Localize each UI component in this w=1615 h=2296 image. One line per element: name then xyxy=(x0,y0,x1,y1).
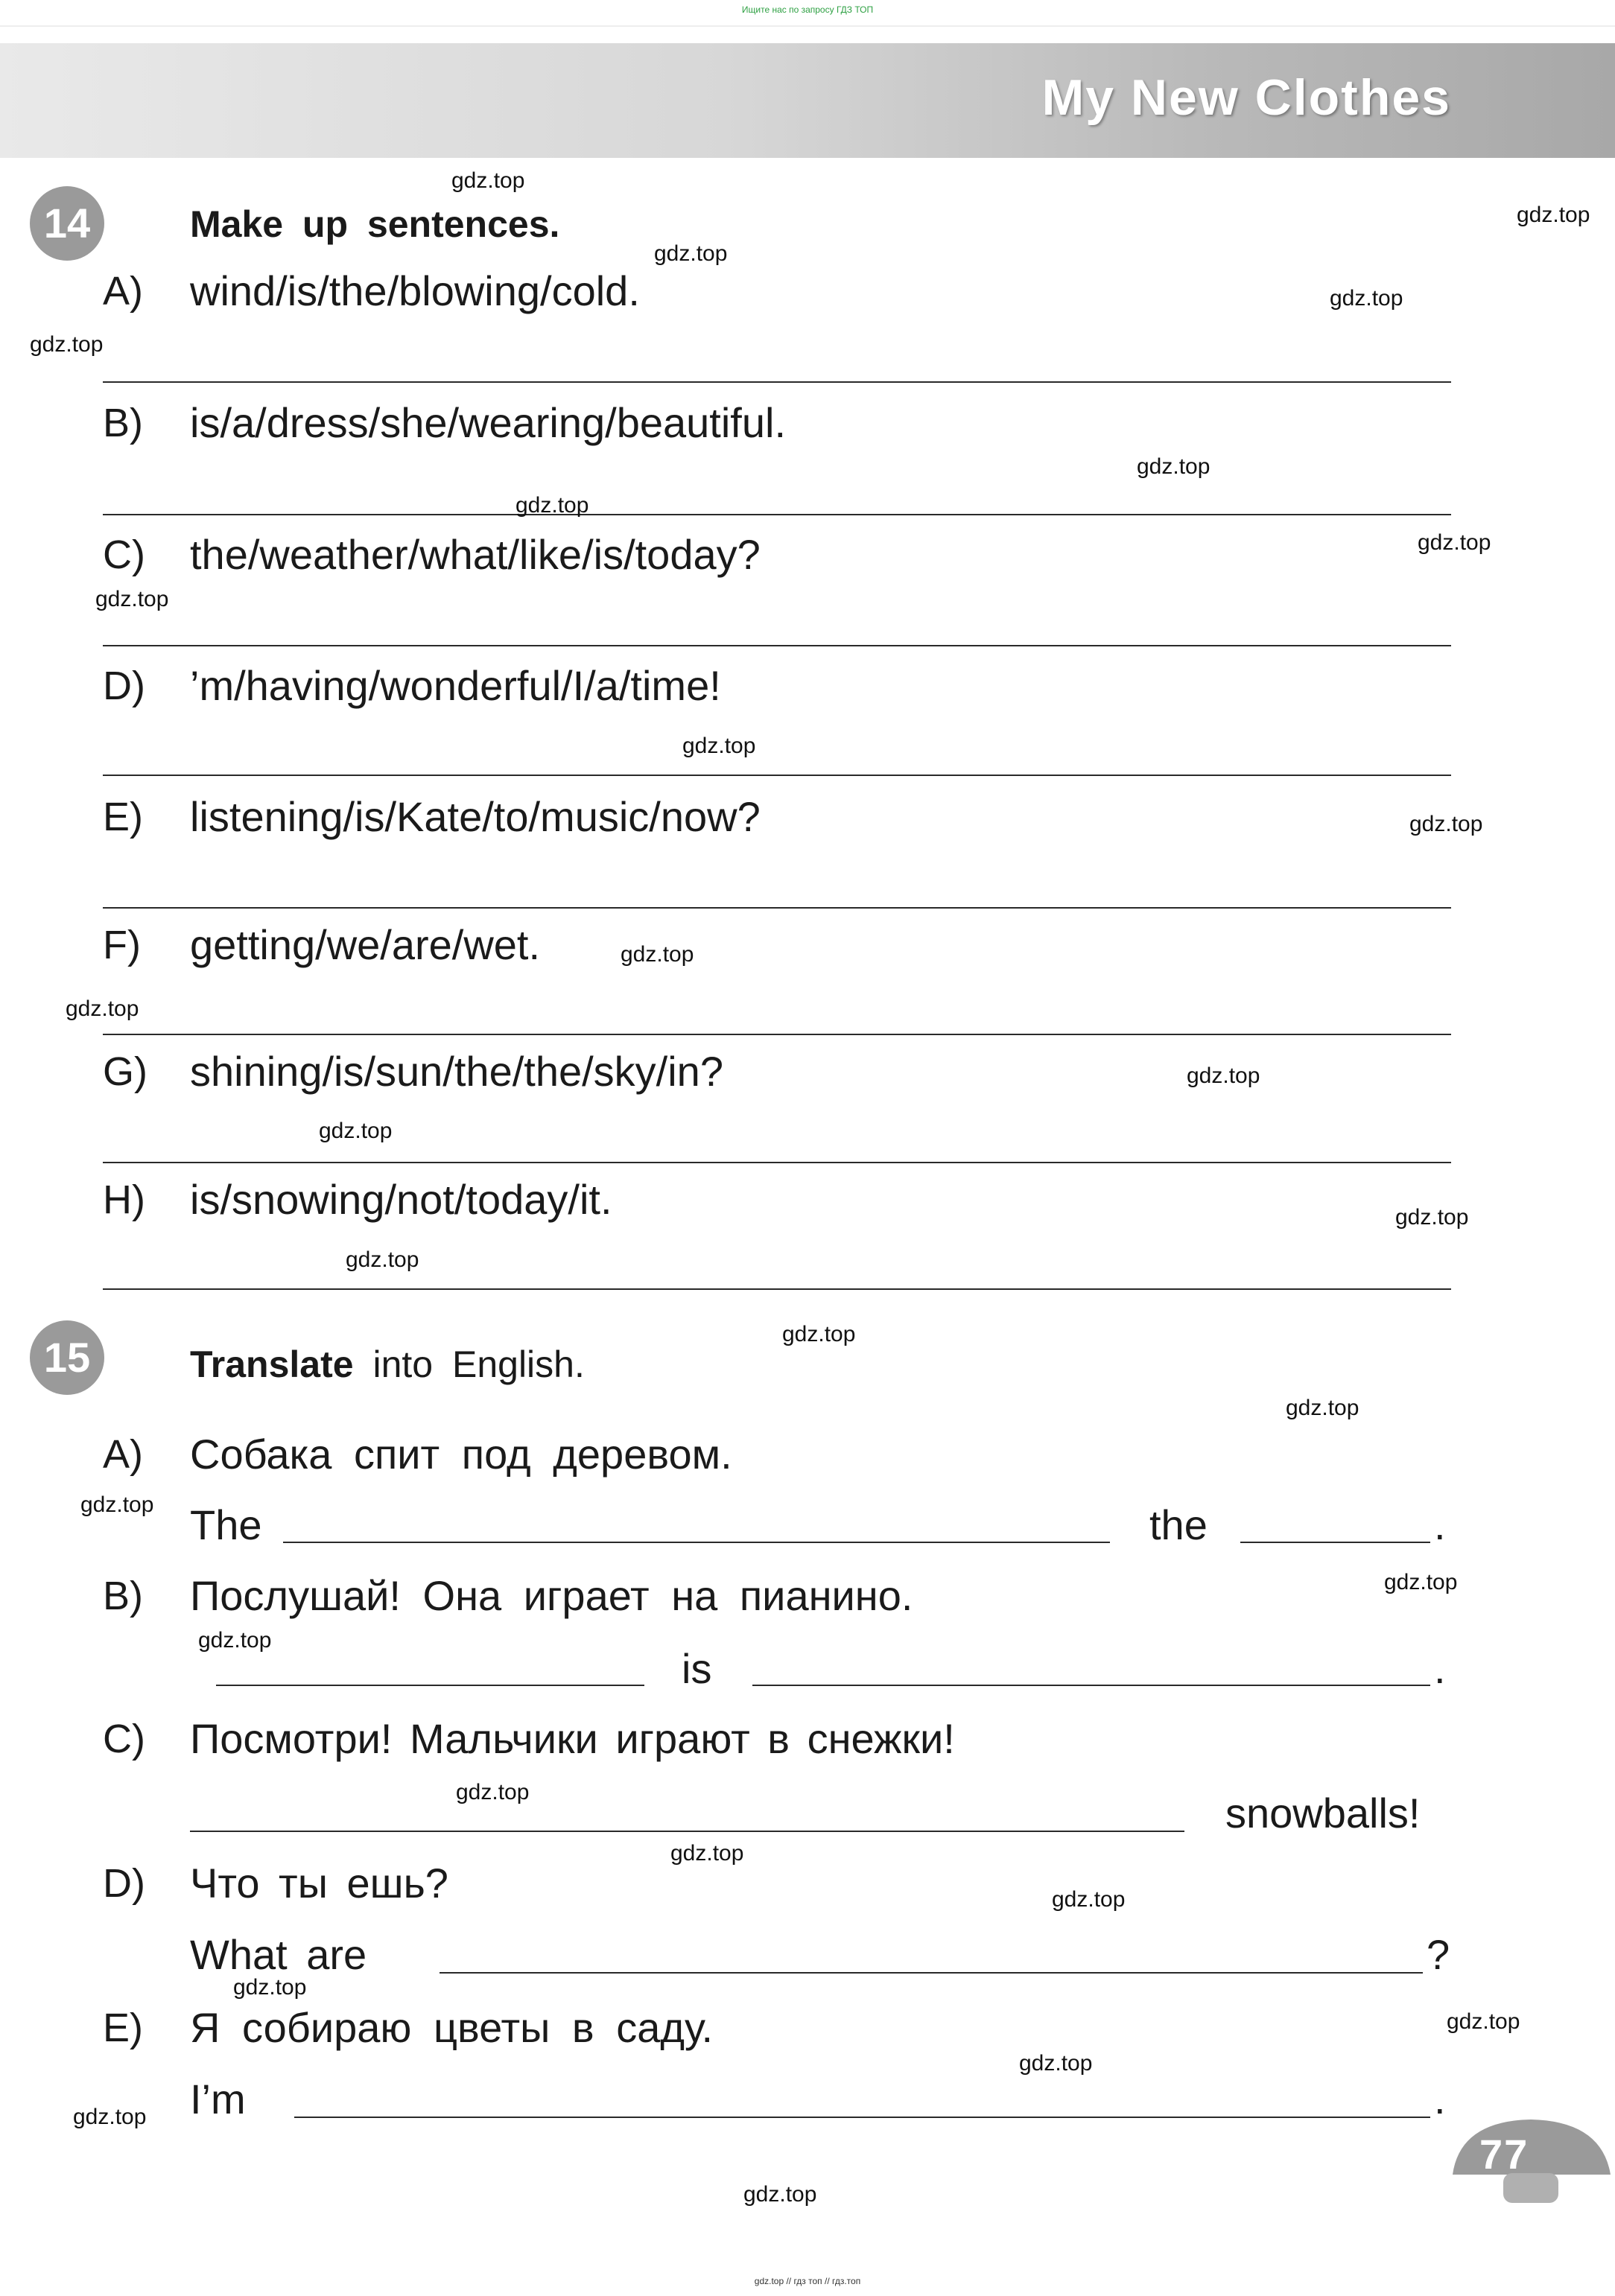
ex15-answer-b-blank-1[interactable] xyxy=(216,1685,644,1686)
ex15-answer-e-end: . xyxy=(1434,2076,1446,2122)
ex15-letter-e: E) xyxy=(103,2006,143,2050)
ex15-prompt-a: Собака спит под деревом. xyxy=(190,1431,732,1478)
ex14-prompt-e: listening/is/Kate/to/music/now? xyxy=(190,793,761,840)
ex14-letter-g: G) xyxy=(103,1049,147,1094)
watermark-text: gdz.top xyxy=(1447,2009,1520,2034)
ex14-answer-line-f[interactable] xyxy=(103,1034,1451,1035)
ex15-answer-e-start: I’m xyxy=(190,2076,246,2122)
ex15-answer-a-mid: the xyxy=(1149,1501,1208,1548)
exercise-15-title: Translate into English. xyxy=(190,1343,585,1385)
watermark-text: gdz.top xyxy=(1187,1063,1260,1088)
ex15-answer-a-start: The xyxy=(190,1501,262,1548)
ex14-prompt-c: the/weather/what/like/is/today? xyxy=(190,531,761,578)
mushroom-page-badge-icon xyxy=(1445,2115,1615,2204)
watermark-text: gdz.top xyxy=(1286,1396,1359,1420)
watermark-text: gdz.top xyxy=(1395,1205,1469,1230)
ex14-answer-line-e[interactable] xyxy=(103,907,1451,909)
ex15-answer-d-blank[interactable] xyxy=(440,1972,1423,1974)
watermark-text: gdz.top xyxy=(1019,2051,1093,2076)
watermark-text: gdz.top xyxy=(66,996,139,1021)
ex15-letter-d: D) xyxy=(103,1861,145,1906)
watermark-text: gdz.top xyxy=(95,587,169,611)
ex14-answer-line-b[interactable] xyxy=(103,514,1451,515)
ex14-prompt-h: is/snowing/not/today/it. xyxy=(190,1176,612,1223)
ex15-answer-c-end: snowballs! xyxy=(1225,1790,1421,1837)
ex14-answer-line-c[interactable] xyxy=(103,645,1451,646)
watermark-text: gdz.top xyxy=(670,1841,744,1866)
watermark-text: gdz.top xyxy=(346,1247,419,1272)
ex15-answer-c-blank[interactable] xyxy=(190,1831,1184,1832)
watermark-text: gdz.top xyxy=(30,332,104,357)
ex14-letter-a: A) xyxy=(103,269,143,314)
ex14-prompt-b: is/a/dress/she/wearing/beautiful. xyxy=(190,399,786,446)
watermark-text: gdz.top xyxy=(456,1780,530,1804)
watermark-text: gdz.top xyxy=(1517,203,1590,227)
watermark-text: gdz.top xyxy=(80,1492,154,1517)
ex15-answer-b-end: . xyxy=(1434,1645,1446,1692)
watermark-text: gdz.top xyxy=(515,493,589,518)
exercise-15-badge: 15 xyxy=(30,1320,104,1395)
ex14-answer-line-h[interactable] xyxy=(103,1288,1451,1290)
show-through-decoration xyxy=(857,246,1527,2108)
watermark-text: gdz.top xyxy=(743,2182,817,2207)
ex15-letter-a: A) xyxy=(103,1432,143,1477)
watermark-text: gdz.top xyxy=(451,168,525,193)
page-title: My New Clothes xyxy=(1041,69,1451,126)
watermark-text: gdz.top xyxy=(1137,454,1211,479)
watermark-text: gdz.top xyxy=(1418,530,1491,555)
watermark-text: gdz.top xyxy=(1384,1570,1458,1594)
top-divider xyxy=(0,25,1615,27)
ex14-answer-line-d[interactable] xyxy=(103,775,1451,776)
exercise-14-badge: 14 xyxy=(30,186,104,261)
watermark-text: gdz.top xyxy=(233,1975,307,2000)
ex14-prompt-f: getting/we/are/wet. xyxy=(190,921,541,968)
watermark-text: gdz.top xyxy=(682,734,756,758)
ex14-letter-d: D) xyxy=(103,664,145,708)
watermark-text: gdz.top xyxy=(1409,812,1483,836)
ex15-answer-a-blank-1[interactable] xyxy=(283,1542,1110,1543)
ex14-prompt-d: ’m/having/wonderful/I/a/time! xyxy=(190,662,721,709)
ex15-answer-b-blank-2[interactable] xyxy=(752,1685,1430,1686)
footer-note: gdz.top // гдз топ // гдз.топ xyxy=(754,2276,861,2286)
ex15-answer-a-blank-2[interactable] xyxy=(1240,1542,1430,1543)
ex14-prompt-a: wind/is/the/blowing/cold. xyxy=(190,267,640,314)
page-number: 77 xyxy=(1479,2131,1529,2178)
ex15-answer-d-start: What are xyxy=(190,1931,367,1978)
watermark-text: gdz.top xyxy=(1052,1887,1126,1912)
ex15-letter-b: B) xyxy=(103,1574,143,1618)
watermark-text: gdz.top xyxy=(198,1628,272,1653)
ex15-answer-e-blank[interactable] xyxy=(294,2117,1430,2118)
ex14-letter-c: C) xyxy=(103,532,145,577)
ex14-letter-f: F) xyxy=(103,923,141,967)
exercise-14-title: Make up sentences. xyxy=(190,203,560,245)
ex14-prompt-g: shining/is/sun/the/the/sky/in? xyxy=(190,1048,723,1095)
ex14-letter-h: H) xyxy=(103,1177,145,1222)
ex14-letter-b: B) xyxy=(103,401,143,445)
ex15-answer-d-end: ? xyxy=(1427,1931,1450,1978)
watermark-text: gdz.top xyxy=(319,1119,393,1143)
ex14-letter-e: E) xyxy=(103,795,143,839)
ex15-prompt-c: Посмотри! Мальчики играют в снежки! xyxy=(190,1715,955,1762)
watermark-text: gdz.top xyxy=(621,942,694,967)
watermark-text: gdz.top xyxy=(654,241,728,266)
ex15-prompt-b: Послушай! Она играет на пианино. xyxy=(190,1572,913,1619)
ex15-prompt-e: Я собираю цветы в саду. xyxy=(190,2004,713,2051)
top-note: Ищите нас по запросу ГДЗ ТОП xyxy=(741,4,874,15)
ex14-answer-line-a[interactable] xyxy=(103,381,1451,383)
watermark-text: gdz.top xyxy=(1330,286,1403,311)
ex15-letter-c: C) xyxy=(103,1717,145,1761)
ex15-answer-b-mid: is xyxy=(682,1645,712,1692)
watermark-text: gdz.top xyxy=(782,1322,856,1346)
ex14-answer-line-g[interactable] xyxy=(103,1162,1451,1163)
ex15-prompt-d: Что ты ешь? xyxy=(190,1860,448,1907)
ex15-answer-a-end: . xyxy=(1434,1501,1446,1548)
watermark-text: gdz.top xyxy=(73,2105,147,2129)
